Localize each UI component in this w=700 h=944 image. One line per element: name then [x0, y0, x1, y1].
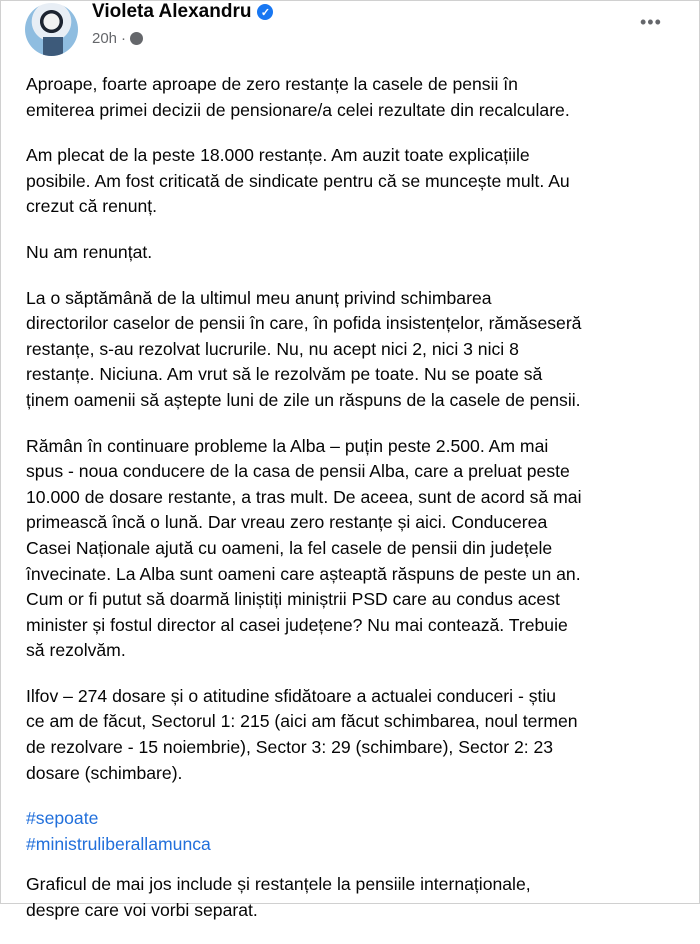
- paragraph-line: învecinate. La Alba sunt oameni care așteaptă răspuns de peste un an.: [26, 563, 581, 584]
- post-paragraph: [26, 286, 686, 414]
- paragraph-line: primească încă o lună. Dar vreau zero restanțe și aici. Conducerea: [26, 512, 548, 533]
- post-paragraph: [26, 72, 686, 123]
- paragraph-line: ținem oamenii să aștepte luni de zile un răspuns de la casele de pensii.: [26, 389, 581, 410]
- paragraph-line: crezut că renunț.: [26, 196, 158, 217]
- author-avatar[interactable]: [25, 3, 78, 56]
- paragraph-line: Ilfov – 274 dosare și o atitudine sfidătoare a actualei conduceri - știu: [26, 685, 557, 706]
- paragraph-line: să rezolvăm.: [26, 640, 126, 661]
- author-name[interactable]: Violeta Alexandru: [92, 1, 252, 22]
- post-time[interactable]: 20h: [92, 30, 118, 47]
- hashtag-link[interactable]: #sepoate: [26, 808, 99, 829]
- post-paragraph: [26, 872, 686, 923]
- paragraph-line: restanțe. Niciuna. Am vrut să le rezolvăm pe toate. Nu se poate să: [26, 364, 543, 385]
- post-paragraph: [26, 240, 686, 266]
- paragraph-line: Cum or fi putut să doarmă liniștiți miniștrii PSD care au condus acest: [26, 589, 560, 610]
- paragraph-line: posibile. Am fost criticată de sindicate pentru că se muncește mult. Au: [26, 170, 570, 191]
- paragraph-line: emiterea primei decizii de pensionare/a celei rezultate din recalculare.: [26, 99, 570, 120]
- paragraph-line: Nu am renunțat.: [26, 241, 153, 262]
- hashtags: [26, 806, 686, 857]
- author-header: [92, 1, 273, 23]
- post-paragraph: [26, 684, 686, 786]
- globe-icon[interactable]: [130, 32, 143, 45]
- paragraph-line: Rămân în continuare probleme la Alba – puțin peste 2.500. Am mai: [26, 435, 549, 456]
- meta-separator: ·: [121, 30, 127, 47]
- paragraph-line: minister și fostul director al casei județene? Nu mai contează. Trebuie: [26, 614, 568, 635]
- paragraph-line: Graficul de mai jos include și restanțele la pensiile internaționale,: [26, 874, 531, 895]
- hashtag-link[interactable]: #ministruliberallamunca: [26, 833, 211, 854]
- paragraph-line: despre care voi vorbi separat.: [26, 900, 258, 921]
- paragraph-line: spus - noua conducere de la casa de pensii Alba, care a preluat peste: [26, 461, 570, 482]
- paragraph-line: ce am de făcut, Sectorul 1: 215 (aici am făcut schimbarea, noul termen: [26, 711, 578, 732]
- post-meta: [92, 30, 143, 47]
- post-body: [26, 72, 686, 944]
- paragraph-line: de rezolvare - 15 noiembrie), Sector 3: 29 (schimbare), Sector 2: 23: [26, 737, 554, 758]
- paragraph-line: Am plecat de la peste 18.000 restanțe. Am auzit toate explicațiile: [26, 145, 530, 166]
- post-paragraph: [26, 434, 686, 664]
- paragraph-line: Casei Naționale ajută cu oameni, la fel casele de pensii din județele: [26, 537, 553, 558]
- paragraph-line: dosare (schimbare).: [26, 762, 183, 783]
- more-options-icon[interactable]: •••: [640, 12, 662, 32]
- paragraph-line: 10.000 de dosare restante, a tras mult. De aceea, sunt de acord să mai: [26, 486, 582, 507]
- paragraph-line: Aproape, foarte aproape de zero restanțe la casele de pensii în: [26, 74, 518, 94]
- avatar-podium: [43, 37, 63, 56]
- paragraph-line: restanțe, s-au rezolvat lucrurile. Nu, nu acept nici 2, nici 3 nici 8: [26, 338, 519, 359]
- post-paragraph: [26, 143, 686, 220]
- paragraph-line: directorilor caselor de pensii în care, în pofida insistențelor, rămăseseră: [26, 313, 582, 334]
- paragraph-line: La o săptămână de la ultimul meu anunț privind schimbarea: [26, 287, 492, 308]
- verified-badge-icon: ✓: [257, 4, 273, 20]
